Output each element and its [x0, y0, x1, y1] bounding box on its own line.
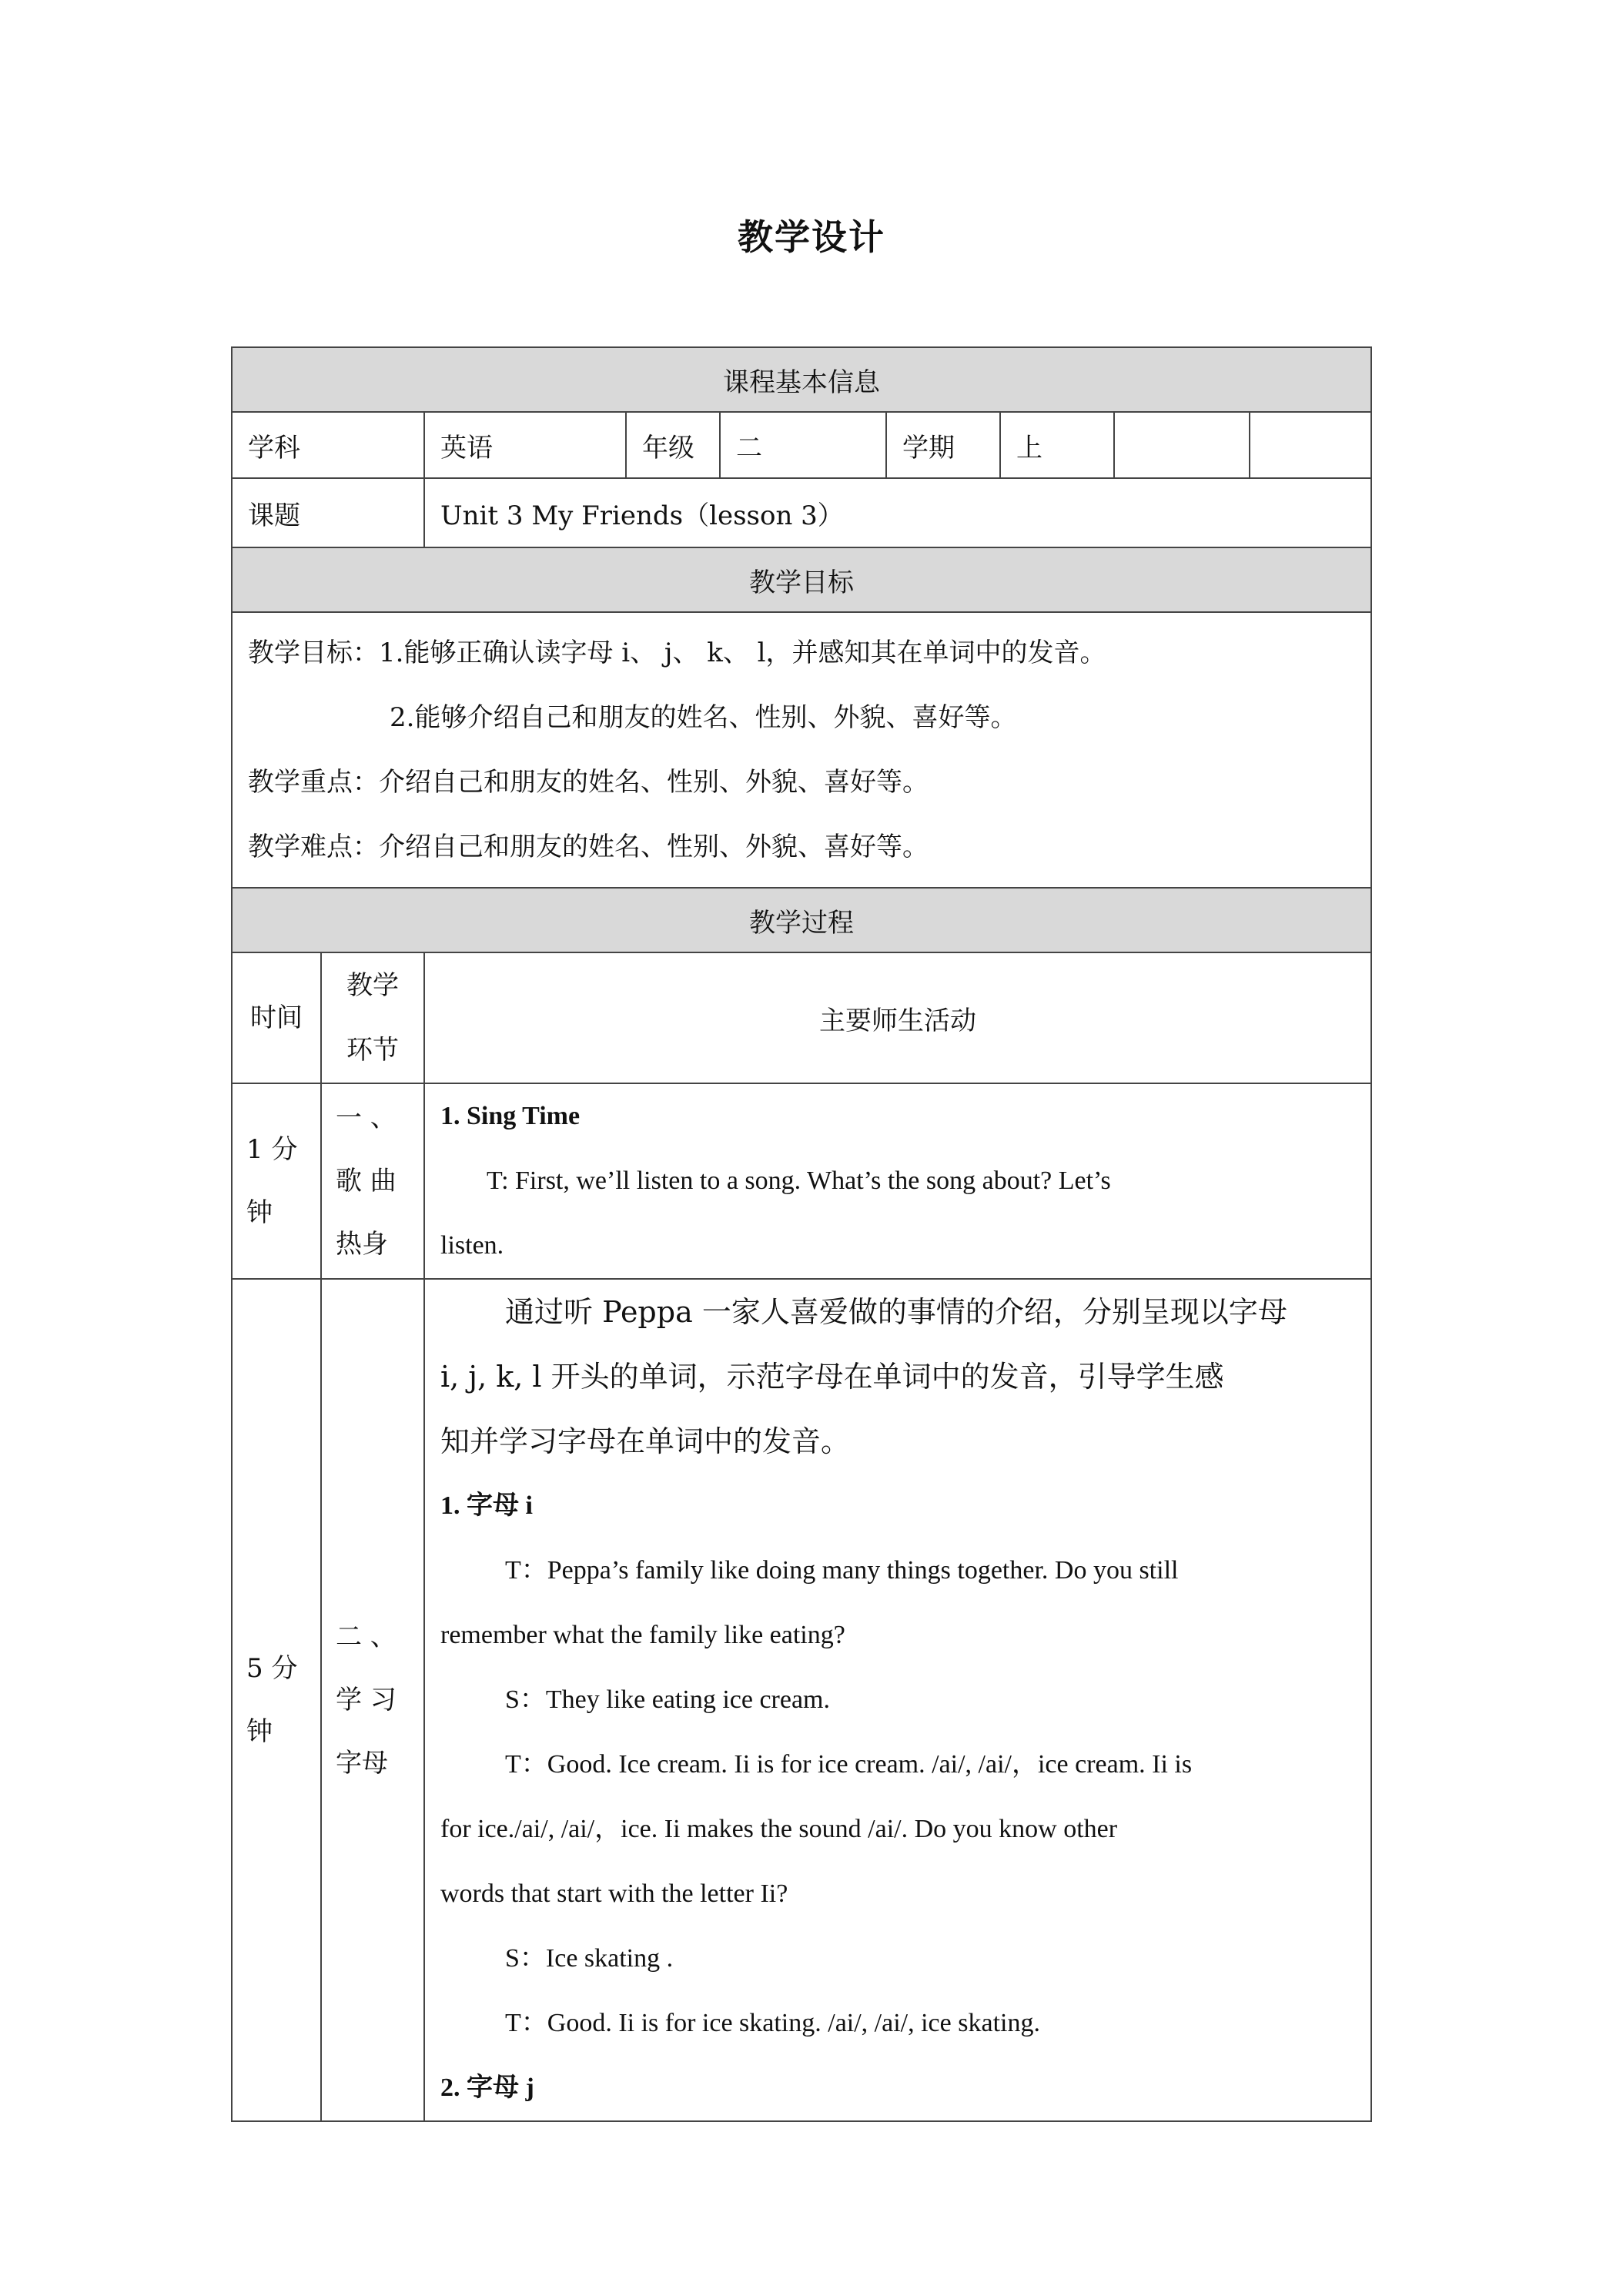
row2-intro-2: i, j, k, l 开头的单词，示范字母在单词中的发音，引导学生感	[440, 1360, 1224, 1394]
row1-stage-line-2: 歌 曲	[336, 1166, 397, 1197]
section-goals: 教学目标	[232, 547, 1371, 612]
empty-cell	[1250, 412, 1371, 478]
row1-heading: 1. Sing Time	[440, 1102, 581, 1130]
goals-cell	[232, 612, 1371, 888]
header-time: 时间	[232, 952, 321, 1083]
goal-line-1: 教学目标：1.能够正确认读字母 i、 j、 k、 l，并感知其在单词中的发音。	[248, 638, 1106, 668]
grade-value: 二	[720, 412, 886, 478]
header-stage-line-2: 环节	[346, 1035, 399, 1066]
header-stage	[321, 952, 424, 1083]
row2-dialog-6: words that start with the letter Ii?	[440, 1879, 788, 1908]
row2-time	[232, 1279, 321, 2121]
difficult-points: 教学难点：介绍自己和朋友的姓名、性别、外貌、喜好等。	[248, 832, 929, 862]
row2-sub-heading-2: 2. 字母 j	[440, 2073, 534, 2102]
row2-dialog-5: for ice./ai/, /ai/，ice. Ii makes the sound /ai/. Do you know other	[440, 1815, 1118, 1843]
row2-activity	[424, 1279, 1371, 2121]
row1-activity	[424, 1083, 1371, 1279]
row1-time-line-1: 1 分	[246, 1134, 298, 1165]
row1-line-1: T: First, we’ll listen to a song. What’s the song about? Let’s	[487, 1166, 1111, 1195]
row2-dialog-1: T：Peppa’s family like doing many things together. Do you still	[505, 1556, 1179, 1585]
section-basic-info: 课程基本信息	[232, 347, 1371, 412]
grade-label: 年级	[626, 412, 720, 478]
row2-sub-heading-1: 1. 字母 i	[440, 1491, 533, 1520]
row1-time	[232, 1083, 321, 1279]
row2-time-line-1: 5 分	[246, 1653, 298, 1684]
row2-intro-3: 知并学习字母在单词中的发音。	[440, 1424, 851, 1458]
row2-time-line-2: 钟	[246, 1716, 273, 1747]
goal-line-2: 2.能够介绍自己和朋友的姓名、性别、外貌、喜好等。	[390, 702, 1017, 733]
section-process: 教学过程	[232, 888, 1371, 952]
row2-dialog-2: remember what the family like eating?	[440, 1621, 845, 1649]
row2-stage	[321, 1279, 424, 2121]
row2-dialog-8: T：Good. Ii is for ice skating. /ai/, /ai/, ice skating.	[505, 2009, 1040, 2037]
row1-line-2: listen.	[440, 1231, 504, 1260]
term-value: 上	[1000, 412, 1114, 478]
row1-time-line-2: 钟	[246, 1197, 273, 1228]
topic-value: Unit 3 My Friends（lesson 3）	[424, 478, 1371, 547]
key-points: 教学重点：介绍自己和朋友的姓名、性别、外貌、喜好等。	[248, 767, 929, 798]
topic-label: 课题	[232, 478, 424, 547]
row2-dialog-4: T：Good. Ice cream. Ii is for ice cream. /ai/, /ai/，ice cream. Ii is	[505, 1750, 1193, 1779]
empty-cell	[1114, 412, 1250, 478]
row1-stage-line-1: 一 、	[336, 1103, 397, 1133]
row2-dialog-3: S：They like eating ice cream.	[505, 1685, 830, 1714]
row2-stage-line-2: 学 习	[336, 1685, 397, 1715]
row2-stage-line-1: 二 、	[336, 1622, 397, 1652]
term-label: 学期	[886, 412, 1000, 478]
row2-dialog-7: S：Ice skating .	[505, 1944, 674, 1973]
page-title: 教学设计	[738, 216, 885, 258]
header-stage-line-1: 教学	[346, 970, 399, 1001]
row2-stage-line-3: 字母	[336, 1748, 388, 1779]
row1-stage-line-3: 热身	[336, 1229, 388, 1260]
row2-intro-1: 通过听 Peppa 一家人喜爱做的事情的介绍，分别呈现以字母	[505, 1295, 1287, 1329]
row1-stage	[321, 1083, 424, 1279]
header-activity: 主要师生活动	[424, 952, 1371, 1083]
lesson-plan-table	[231, 346, 1372, 2122]
subject-value: 英语	[424, 412, 626, 478]
subject-label: 学科	[232, 412, 424, 478]
